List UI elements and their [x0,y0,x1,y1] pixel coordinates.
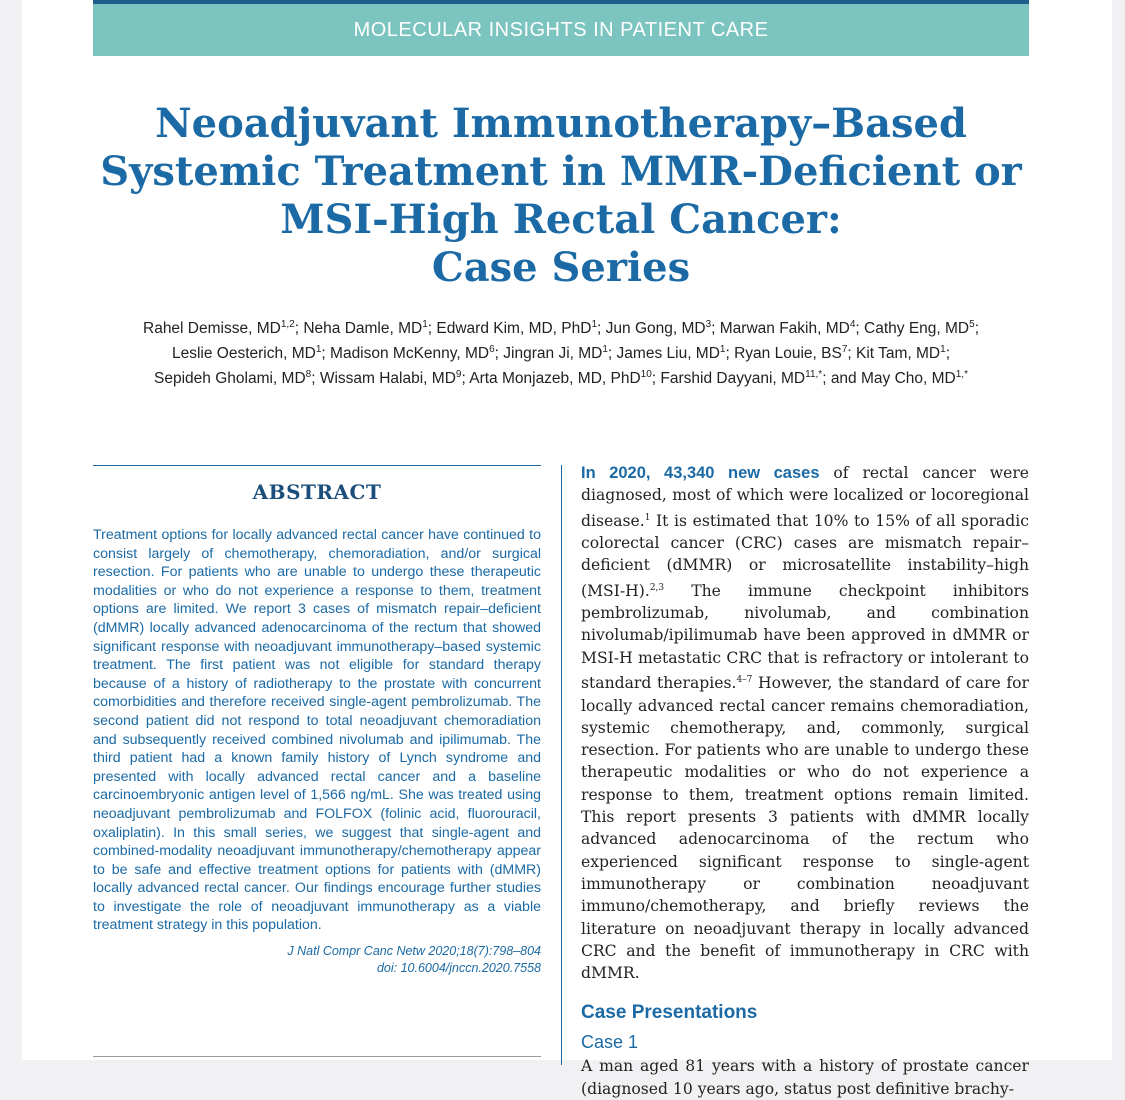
intro-paragraph: In 2020, 43,340 new cases of rectal cancer were diagnosed, most of which were localized or locoregional disease.$^1$ It is estimated that 10% to 15% of all sporadic colorectal cancer (CRC) cases are mismatch repair–deficient (dMMR) or microsatellite instability–high (MSI-H).$^{2,3}$ The immune checkpoint inhibitors pembrolizumab, nivolumab, and combination nivolumab/ipilimumab have been approved in dMMR or MSI-H metastatic CRC that is refractory or intolerant to standard therapies.$^{4-7}$ However, the standard of care for locally advanced rectal cancer remains chemoradiation, systemic chemotherapy, and, commonly, surgical resection. For patients who are unable to undergo these therapeutic modalities or who do not experience a response to them, treatment options remain limited. This report presents 3 patients with dMMR locally advanced adenocarcinoma of the rectum who experienced significant response to single-agent immunotherapy or combination neoadjuvant immuno/chemotherapy, and briefly reviews the literature on neoadjuvant therapy in locally advanced CRC and the benefit of immunotherapy in CRC with dMMR. [581,464,1029,983]
abstract-column [93,465,541,977]
title-line-1: Neoadjuvant Immunotherapy–Based [155,100,967,147]
author-name: Marwan Fakih, MD [719,320,850,338]
author-separator: ; [847,345,857,363]
author-affiliation: 1 [940,344,946,356]
case-presentations-heading: Case Presentations [581,1002,758,1024]
author-name: Sepideh Gholami, MD [154,370,306,388]
author-separator: ; [725,345,735,363]
author-name: Jun Gong, MD [605,320,706,338]
column-divider [561,465,562,1065]
author-affiliation: 8 [305,369,312,381]
author-affiliation: 7 [841,344,848,356]
author-separator: ; [311,370,320,388]
author-name: Arta Monjazeb, MD, PhD [469,370,641,388]
author-name: Kit Tam, MD [856,345,941,363]
author-separator: ; [607,345,617,363]
author-affiliation: 1,* [955,369,968,381]
author-affiliation: 1 [315,344,322,356]
abstract-top-rule [93,465,541,466]
author-name: Leslie Oesterich, MD [171,345,316,363]
article-title [93,100,1029,292]
author-name: May Cho, MD [860,370,956,388]
author [154,370,320,387]
author [864,320,979,337]
author-name: Farshid Dayyani, MD [660,370,806,388]
author [143,320,303,337]
author-affiliation: 11,* [805,369,823,381]
author [320,370,469,387]
title-line-3: MSI-High Rectal Cancer: [280,196,842,243]
author-affiliation: 1 [719,344,726,356]
author-name: Neha Damle, MD [303,320,423,338]
author [172,345,330,362]
citation-doi: doi: 10.6004/jnccn.2020.7558 [376,961,541,976]
author-name: James Liu, MD [616,345,720,363]
title-line-4: Case Series [431,244,691,291]
author-separator: ; [974,320,979,338]
author-list [93,314,1029,389]
author [720,320,864,337]
author-affiliation: 9 [455,369,462,381]
author-separator: ; [855,320,865,338]
author-affiliation: 1,2 [280,319,295,330]
author [503,345,616,362]
reference-4-7[interactable]: 4–7 [736,675,753,686]
author-separator: ; [494,345,504,363]
citation-journal: J Natl Compr Canc Netw 2020;18(7):798–804 [287,944,541,959]
author [330,345,503,362]
title-line-2: Systemic Treatment in MMR-Deficient or [100,148,1022,195]
reference-2-3[interactable]: 2,3 [649,582,665,593]
author-affiliation: 5 [969,319,975,330]
case-1-text: A man aged 81 years with a history of prostate cancer (diagnosed 10 years ago, status post definitive brachy- [581,1057,1029,1098]
author [861,370,968,387]
section-banner [93,0,1029,56]
author-name: Jingran Ji, MD [503,345,603,363]
author-affiliation: 1 [591,319,598,330]
author-separator: ; [321,345,331,363]
journal-page [22,0,1112,1098]
author-affiliation: 1 [602,344,608,356]
author-name: Wissam Halabi, MD [319,370,456,388]
author-name: Madison McKenny, MD [330,345,490,363]
author [734,345,856,362]
abstract-heading: ABSTRACT [252,480,382,504]
author-separator: ; [294,320,304,338]
author [856,345,950,362]
author-separator: ; [597,320,606,338]
banner-label: MOLECULAR INSIGHTS IN PATIENT CARE [353,18,769,41]
author-affiliation: 3 [705,319,712,330]
abstract-bottom-rule [93,1056,541,1057]
author [469,370,660,387]
abstract-body: Treatment options for locally advanced rectal cancer have continued to consist largely of chemotherapy, chemoradiation, and/or surgical resection. For patients who are unable to undergo these therapeutic modalities or who do not experience a response to them, treatment options are limited. We report 3 cases of mismatch repair–deficient (dMMR) locally advanced adenocarcinoma of the rectum that showed significant response with neoadjuvant immunotherapy–based systemic treatment. The first patient was not eligible for standard therapy because of a history of radiotherapy to the prostate with concurrent comorbidities and therefore received single-agent pembrolizumab. The second patient did not respond to total neoadjuvant chemoradiation and subsequently received combined nivolumab and ipilimumab. The third patient had a known family history of Lynch syndrome and presented with locally advanced rectal cancer and a baseline carcinoembryonic antigen level of 1,566 ng/mL. She was treated using neoadjuvant pembrolizumab and FOLFOX (folinic acid, fluorouracil, oxaliplatin). In this small series, we suggest that single-agent and combined-modality neoadjuvant immunotherapy/chemotherapy appear to be safe and effective treatment options for patients with (dMMR) locally advanced rectal cancer. Our findings encourage further studies to investigate the role of neoadjuvant immunotherapy as a viable treatment strategy in this population. [93,527,541,934]
author [617,345,735,362]
author-affiliation: 6 [489,344,495,356]
author [436,320,605,337]
author-separator: ; and [822,370,861,388]
reference-1[interactable]: 1 [644,512,651,523]
author-name: Edward Kim, MD, PhD [436,320,592,338]
author-affiliation: 10 [640,369,652,381]
author-name: Cathy Eng, MD [864,320,970,338]
author-affiliation: 4 [849,319,856,330]
author-name: Rahel Demisse, MD [143,320,281,338]
author-name: Ryan Louie, BS [734,345,842,363]
author [660,370,861,387]
intro-lead: In 2020, 43,340 new cases [581,464,820,482]
author-separator: ; [651,370,661,388]
citation [93,943,541,977]
author-separator: ; [945,345,951,363]
author-affiliation: 1 [422,319,428,330]
author [606,320,720,337]
author [303,320,436,337]
body-column [581,462,1029,1100]
case-1-heading: Case 1 [581,1032,639,1053]
author-separator: ; [427,320,437,338]
author-separator: ; [711,320,720,338]
author-separator: ; [461,370,470,388]
